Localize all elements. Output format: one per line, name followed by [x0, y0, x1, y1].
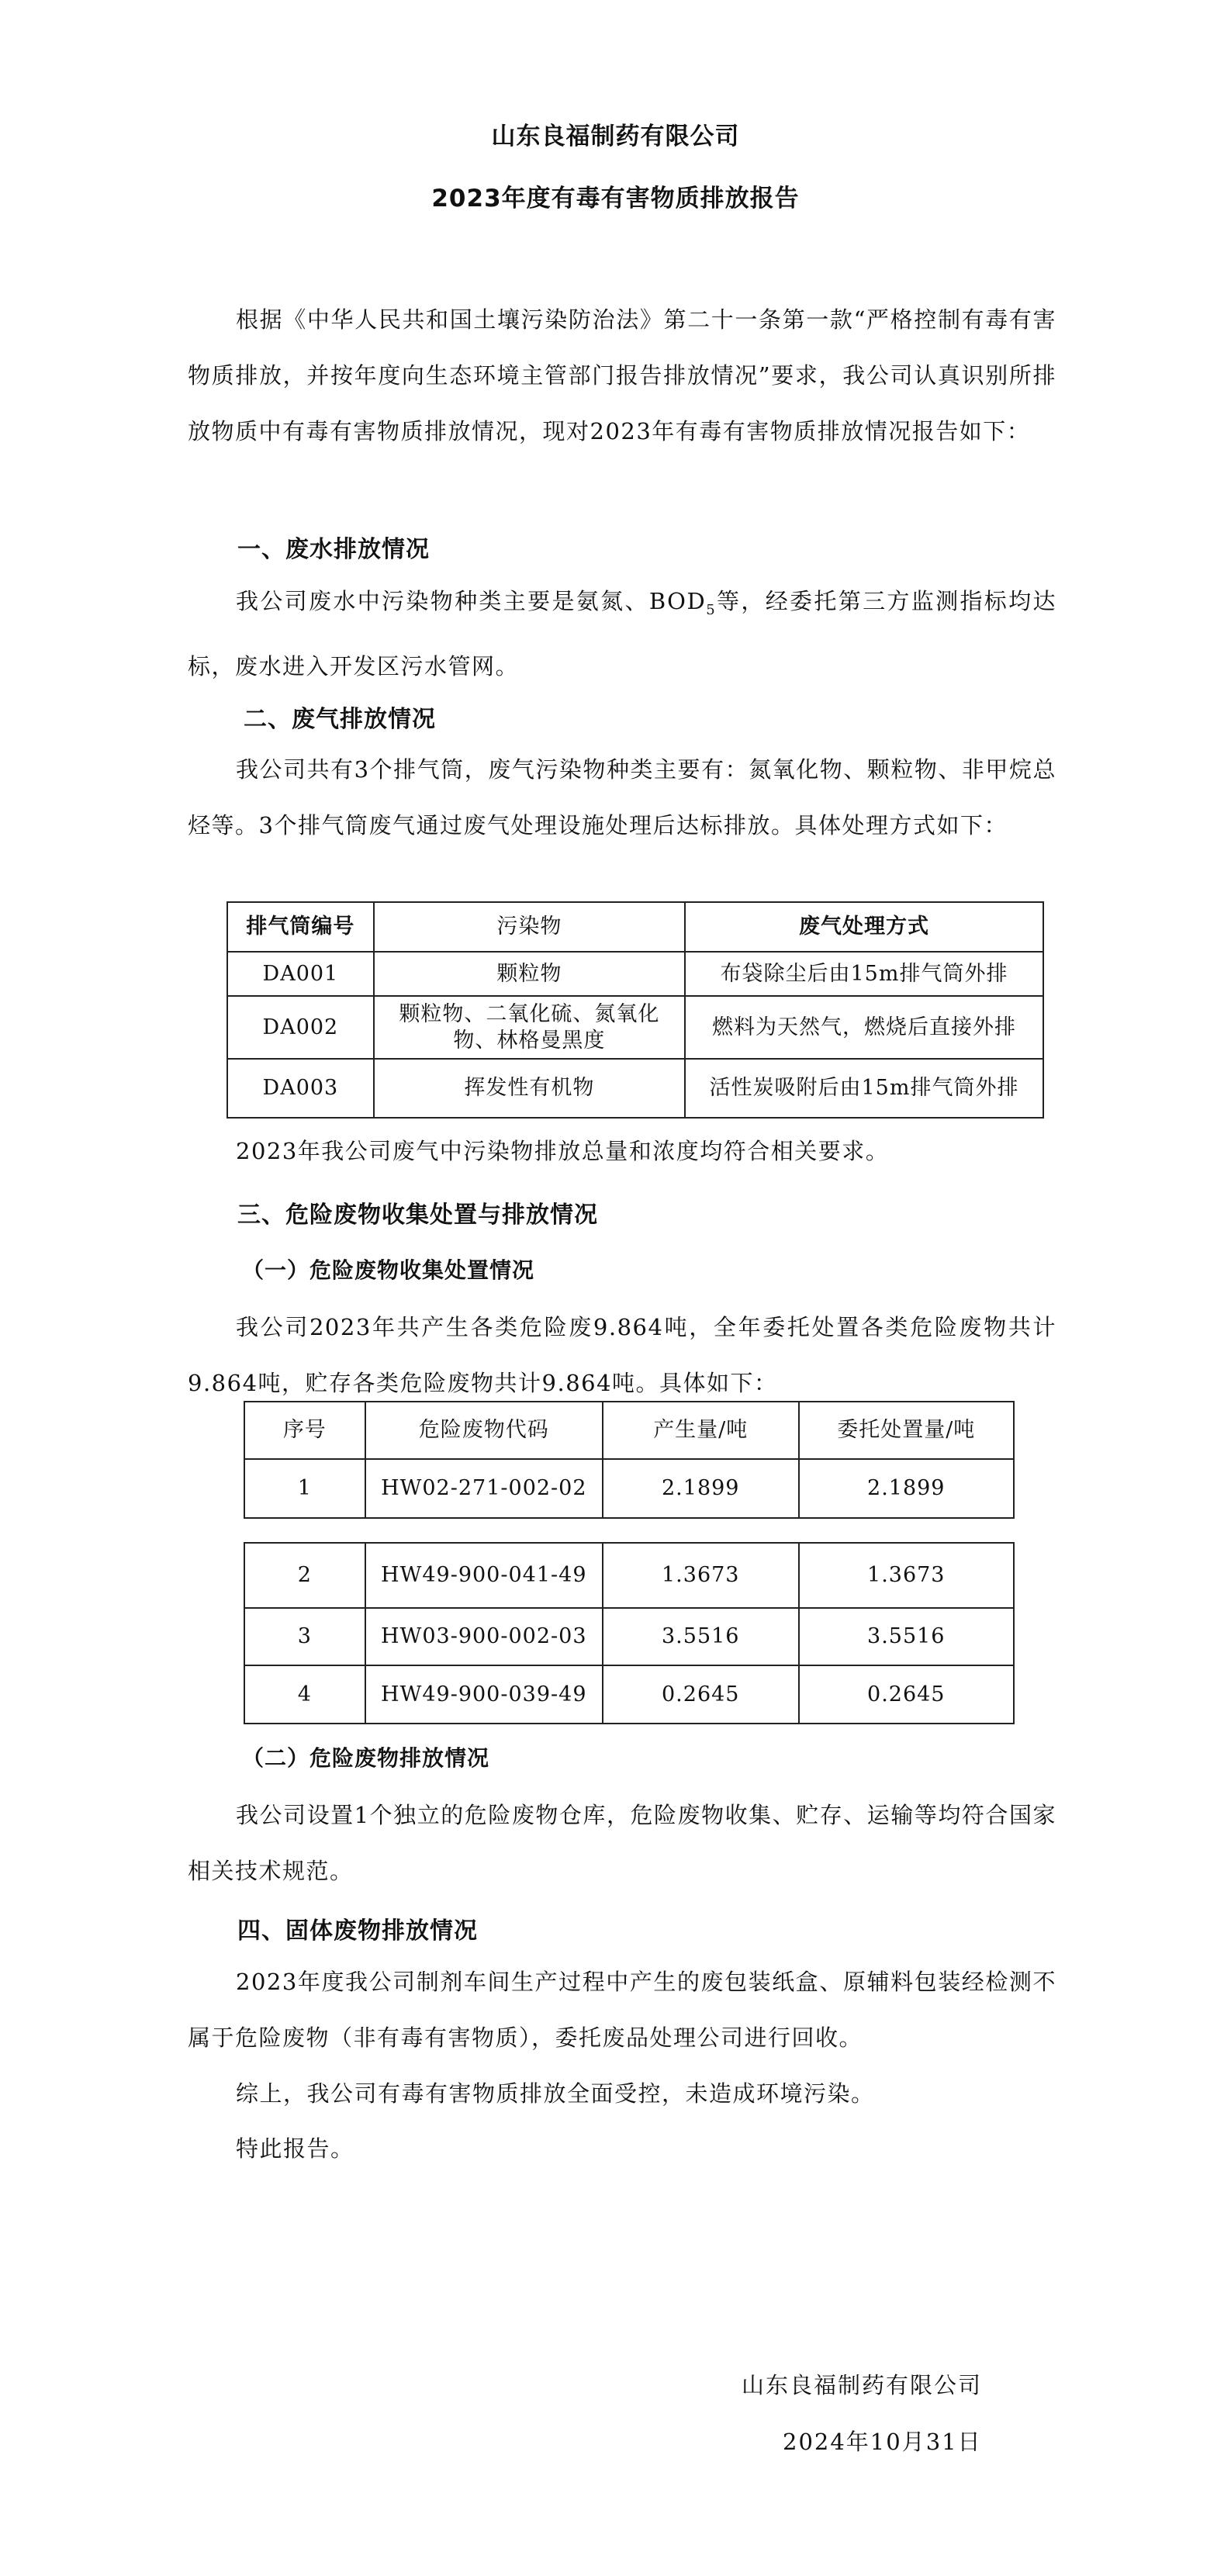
- exhaust-table: [226, 901, 1044, 1119]
- section2-paragraph: 我公司共有3个排气筒，废气污染物种类主要有：氮氧化物、颗粒物、非甲烷总烃等。3个排气筒废气通过废气处理设施处理后达标排放。具体处理方式如下：: [188, 756, 1056, 838]
- waste-cell-code: HW49-900-041-49: [365, 1543, 603, 1608]
- section1-heading: 一、废水排放情况: [237, 536, 430, 563]
- waste-cell-produced: 1.3673: [603, 1543, 799, 1608]
- intro-paragraph: 根据《中华人民共和国土壤污染防治法》第二十一条第一款“严格控制有毒有害物质排放，并按年度向生态环境主管部门报告排放情况”要求，我公司认真识别所排放物质中有毒有害物质排放情况，现对2023年有毒有害物质排放情况报告如下：: [188, 306, 1056, 444]
- section1-text-a: 我公司废水中污染物种类主要是氨氮、BOD: [236, 588, 707, 614]
- exhaust-cell-method: 燃料为天然气，燃烧后直接外排: [685, 996, 1043, 1059]
- section1-text-b: 等，经委托第三方监测指标均达标，废水进入开发区污水管网。: [188, 588, 1056, 679]
- company-title: 山东良福制药有限公司: [491, 123, 740, 150]
- exhaust-cell-method: 布袋除尘后由15m排气筒外排: [685, 952, 1043, 996]
- waste-cell-no: 1: [244, 1459, 365, 1518]
- hazardous-waste-table-b: [244, 1542, 1015, 1724]
- exhaust-cell-method: 活性炭吸附后由15m排气筒外排: [685, 1059, 1043, 1118]
- section3-heading: 三、危险废物收集处置与排放情况: [237, 1202, 598, 1229]
- waste-cell-no: 2: [244, 1543, 365, 1608]
- section4-paragraph: 2023年度我公司制剂车间生产过程中产生的废包装纸盒、原辅料包装经检测不属于危险废物（非有毒有害物质），委托废品处理公司进行回收。: [188, 1969, 1056, 2051]
- waste-cell-disposed: 0.2645: [799, 1665, 1014, 1724]
- waste-cell-code: HW03-900-002-03: [365, 1608, 603, 1665]
- waste-cell-disposed: 2.1899: [799, 1459, 1014, 1518]
- table-row: [244, 1665, 1014, 1724]
- table-row: [244, 1459, 1014, 1518]
- waste-cell-produced: 0.2645: [603, 1665, 799, 1724]
- section1-paragraph: [188, 573, 1056, 694]
- waste-cell-disposed: 1.3673: [799, 1543, 1014, 1608]
- closing-paragraph: 特此报告。: [236, 2135, 354, 2162]
- table-row: [227, 952, 1043, 996]
- table-row: [227, 1059, 1043, 1118]
- report-title: 2023年度有毒有害物质排放报告: [431, 185, 800, 213]
- signature-date: 2024年10月31日: [783, 2429, 982, 2455]
- section4-heading: 四、固体废物排放情况: [237, 1917, 478, 1945]
- table-row: [244, 1608, 1014, 1665]
- exhaust-header-id: 排气筒编号: [227, 902, 374, 952]
- exhaust-table-header: [227, 902, 1043, 952]
- exhaust-cell-pollutant: 颗粒物、二氧化硫、氮氧化物、林格曼黑度: [374, 996, 685, 1059]
- waste-cell-no: 3: [244, 1608, 365, 1665]
- hazardous-waste-table-a: [244, 1401, 1015, 1519]
- conclusion-paragraph: 综上，我公司有毒有害物质排放全面受控，未造成环境污染。: [236, 2080, 875, 2107]
- waste-header-code: 危险废物代码: [365, 1402, 603, 1459]
- section2-summary: 2023年我公司废气中污染物排放总量和浓度均符合相关要求。: [236, 1138, 890, 1164]
- section2-heading: 二、废气排放情况: [244, 706, 436, 733]
- waste-cell-code: HW49-900-039-49: [365, 1665, 603, 1724]
- exhaust-cell-pollutant: 颗粒物: [374, 952, 685, 996]
- waste-table-header: [244, 1402, 1014, 1459]
- section3-sub1-heading: （一）危险废物收集处置情况: [242, 1257, 535, 1283]
- exhaust-cell-id: DA001: [227, 952, 374, 996]
- section3-sub2-heading: （二）危险废物排放情况: [242, 1745, 490, 1771]
- waste-cell-produced: 2.1899: [603, 1459, 799, 1518]
- exhaust-header-pollutant: 污染物: [374, 902, 685, 952]
- section3-sub2-paragraph: 我公司设置1个独立的危险废物仓库，危险废物收集、贮存、运输等均符合国家相关技术规范。: [188, 1802, 1056, 1884]
- waste-cell-disposed: 3.5516: [799, 1608, 1014, 1665]
- table-row: [227, 996, 1043, 1059]
- section3-sub1-paragraph: 我公司2023年共产生各类危险废9.864吨，全年委托处置各类危险废物共计9.864吨，贮存各类危险废物共计9.864吨。具体如下：: [188, 1314, 1056, 1396]
- exhaust-cell-id: DA002: [227, 996, 374, 1059]
- waste-header-produced: 产生量/吨: [603, 1402, 799, 1459]
- exhaust-header-method: 废气处理方式: [685, 902, 1043, 952]
- table-row: [244, 1543, 1014, 1608]
- waste-cell-code: HW02-271-002-02: [365, 1459, 603, 1518]
- signature-company: 山东良福制药有限公司: [742, 2372, 983, 2398]
- waste-header-no: 序号: [244, 1402, 365, 1459]
- waste-cell-no: 4: [244, 1665, 365, 1724]
- waste-cell-produced: 3.5516: [603, 1608, 799, 1665]
- exhaust-cell-id: DA003: [227, 1059, 374, 1118]
- exhaust-cell-pollutant: 挥发性有机物: [374, 1059, 685, 1118]
- waste-header-disposed: 委托处置量/吨: [799, 1402, 1014, 1459]
- section1-subscript: 5: [706, 601, 717, 618]
